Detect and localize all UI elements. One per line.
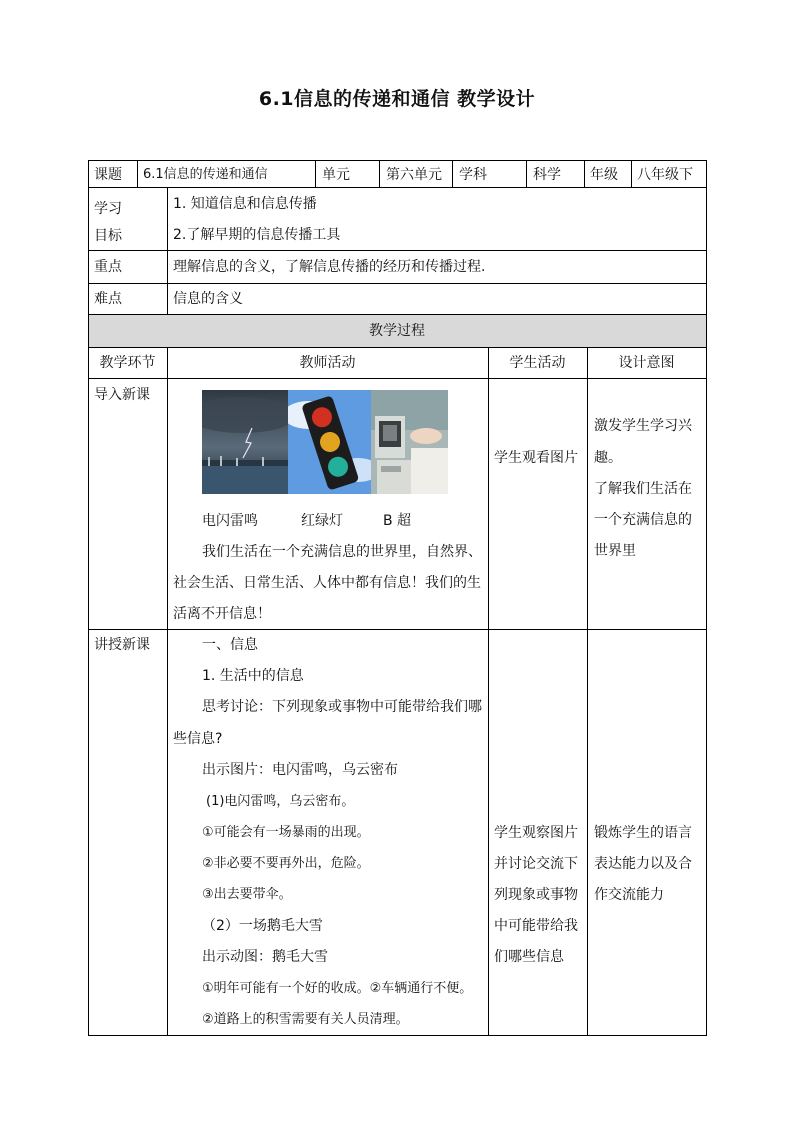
intro-intent-line: 一个充满信息的: [594, 512, 692, 528]
key-points-text: 理解信息的含义，了解信息传播的经历和传播过程.: [173, 259, 486, 275]
process-header: 教学过程: [369, 323, 425, 339]
image-caption-traffic-light: 红绿灯: [301, 513, 343, 529]
lecture-intent-line: 表达能力以及合: [594, 856, 692, 872]
column-header-stage: 教学环节: [99, 355, 156, 371]
objectives-label-2: 目标: [94, 228, 122, 244]
lecture-line: （2）一场鹅毛大雪: [202, 918, 323, 934]
intro-intent-line: 世界里: [594, 543, 636, 559]
intro-intent-line: 趣。: [594, 450, 622, 466]
lecture-student-line: 中可能带给我: [494, 918, 578, 934]
column-header-teacher: 教师活动: [299, 355, 356, 371]
intro-intent-line: 激发学生学习兴: [594, 418, 692, 434]
key-points-label: 重点: [94, 259, 122, 275]
difficulty-text: 信息的含义: [173, 291, 243, 307]
lecture-line: ③出去要带伞。: [202, 887, 292, 902]
lecture-line: 一、信息: [202, 637, 258, 653]
objective-item: 1. 知道信息和信息传播: [173, 196, 317, 212]
lecture-line: ②道路上的积雪需要有关人员清理。: [202, 1012, 409, 1027]
lecture-student-line: 们哪些信息: [494, 949, 564, 965]
difficulty-label: 难点: [94, 291, 122, 307]
lecture-line: 思考讨论：下列现象或事物中可能带给我们哪: [202, 699, 482, 715]
lecture-line: (1)电闪雷鸣，乌云密布。: [206, 794, 355, 809]
lecture-student-line: 列现象或事物: [494, 887, 578, 903]
intro-stage: 导入新课: [94, 387, 150, 403]
unit-value: 第六单元: [386, 167, 442, 183]
objective-item: 2.了解早期的信息传播工具: [173, 227, 341, 243]
lecture-intent-line: 作交流能力: [594, 887, 664, 903]
intro-paragraph-line: 活离不开信息！: [173, 606, 271, 622]
b-ultrasound-image: [371, 390, 448, 494]
traffic-light-image: [288, 390, 371, 494]
document-title: 6.1信息的传递和通信 教学设计: [258, 88, 536, 110]
column-header-intent: 设计意图: [618, 355, 675, 371]
image-caption-storm: 电闪雷鸣: [202, 513, 258, 529]
lecture-student-line: 并讨论交流下: [494, 856, 578, 872]
lecture-line: 些信息?: [173, 731, 223, 747]
lecture-line: 出示动图：鹅毛大雪: [202, 949, 328, 965]
intro-paragraph-line: 社会生活、日常生活、人体中都有信息！我们的生: [173, 575, 481, 591]
lightning-storm-image: [202, 390, 288, 494]
lecture-line: ②非必要不要再外出，危险。: [202, 856, 370, 871]
intro-intent-line: 了解我们生活在: [594, 481, 692, 497]
grade-value: 八年级下: [637, 167, 693, 183]
subject-value: 科学: [533, 167, 561, 183]
intro-paragraph-line: 我们生活在一个充满信息的世界里，自然界、: [202, 544, 482, 560]
topic-value: 6.1信息的传递和通信: [143, 167, 268, 182]
objectives-label-1: 学习: [94, 201, 122, 217]
lecture-student-line: 学生观察图片: [494, 825, 578, 841]
lecture-stage: 讲授新课: [94, 637, 150, 653]
topic-label: 课题: [94, 167, 122, 183]
unit-label: 单元: [322, 167, 350, 183]
lecture-intent-line: 锻炼学生的语言: [594, 825, 692, 841]
image-caption-ultrasound: B 超: [383, 513, 412, 529]
column-header-student: 学生活动: [509, 355, 566, 371]
lecture-line: 出示图片：电闪雷鸣，乌云密布: [202, 762, 398, 778]
lecture-line: ①明年可能有一个好的收成。②车辆通行不便。: [202, 981, 473, 996]
lecture-line: ①可能会有一场暴雨的出现。: [202, 825, 370, 840]
subject-label: 学科: [459, 167, 487, 183]
intro-student-activity: 学生观看图片: [494, 450, 578, 466]
grade-label: 年级: [590, 167, 618, 183]
lecture-line: 1. 生活中的信息: [202, 668, 304, 684]
